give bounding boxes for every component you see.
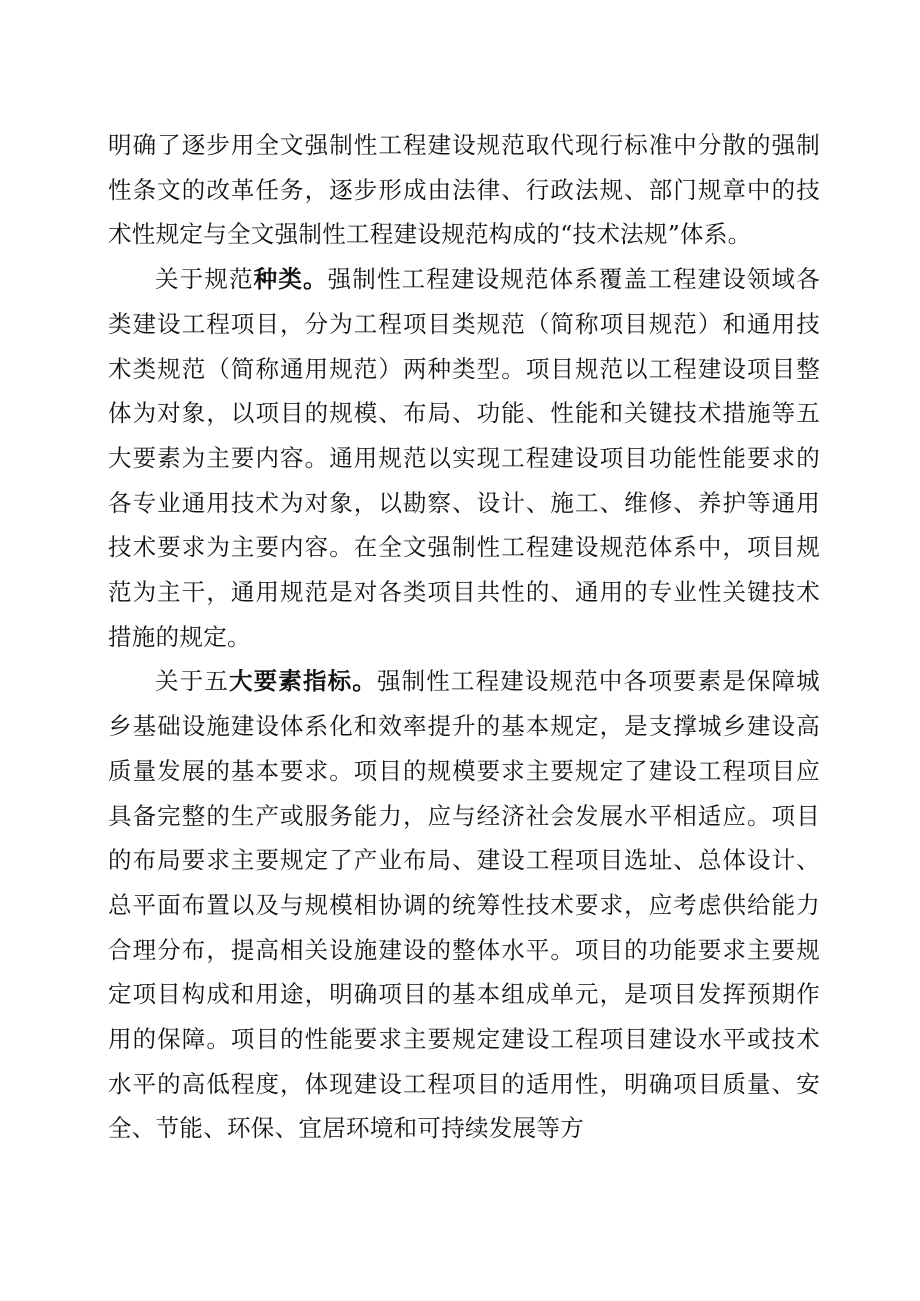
paragraph-3-text: 强制性工程建设规范中各项要素是保障城乡基础设施建设体系化和效率提升的基本规定，是支撑城乡建设高质量发展的基本要求。项目的规模要求主要规定了建设工程项目应具备完整的生产或服务能力，应与经济社会发展水平相适应。项目的布局要求主要规定了产业布局、建设工程项目选址、总体设计、总平面布置以及与规模相协调的统筹性技术要求，应考虑供给能力合理分布，提高相关设施建设的整体水平。项目的功能要求主要规定项目构成和用途，明确项目的基本组成单元，是项目发挥预期作用的保障。项目的性能要求主要规定建设工程项目建设水平或技术水平的高低程度，体现建设工程项目的适用性，明确项目质量、安全、节能、环保、宜居环境和可持续发展等方 xyxy=(108,667,820,1143)
paragraph-3-lead: 关于五 xyxy=(155,667,229,696)
body-text xyxy=(108,123,820,1151)
paragraph-2-lead: 关于规范 xyxy=(155,265,254,294)
paragraph-1-text: 明确了逐步用全文强制性工程建设规范取代现行标准中分散的强制性条文的改革任务，逐步形成由法律、行政法规、部门规章中的技术性规定与全文强制性工程建设规范构成的“技术法规”体系。 xyxy=(108,131,820,249)
paragraph-3-heading: 大要素指标。 xyxy=(228,667,377,696)
paragraph-2-text: 强制性工程建设规范体系覆盖工程建设领域各类建设工程项目，分为工程项目类规范（简称项目规范）和通用技术类规范（简称通用规范）两种类型。项目规范以工程建设项目整体为对象，以项目的规模、布局、功能、性能和关键技术措施等五大要素为主要内容。通用规范以实现工程建设项目功能性能要求的各专业通用技术为对象，以勘察、设计、施工、维修、养护等通用技术要求为主要内容。在全文强制性工程建设规范体系中，项目规范为主干，通用规范是对各类项目共性的、通用的专业性关键技术措施的规定。 xyxy=(108,265,821,651)
paragraph-1 xyxy=(108,123,820,257)
paragraph-3 xyxy=(108,659,820,1151)
paragraph-2-heading: 种类。 xyxy=(253,265,328,294)
paragraph-2 xyxy=(108,257,820,659)
